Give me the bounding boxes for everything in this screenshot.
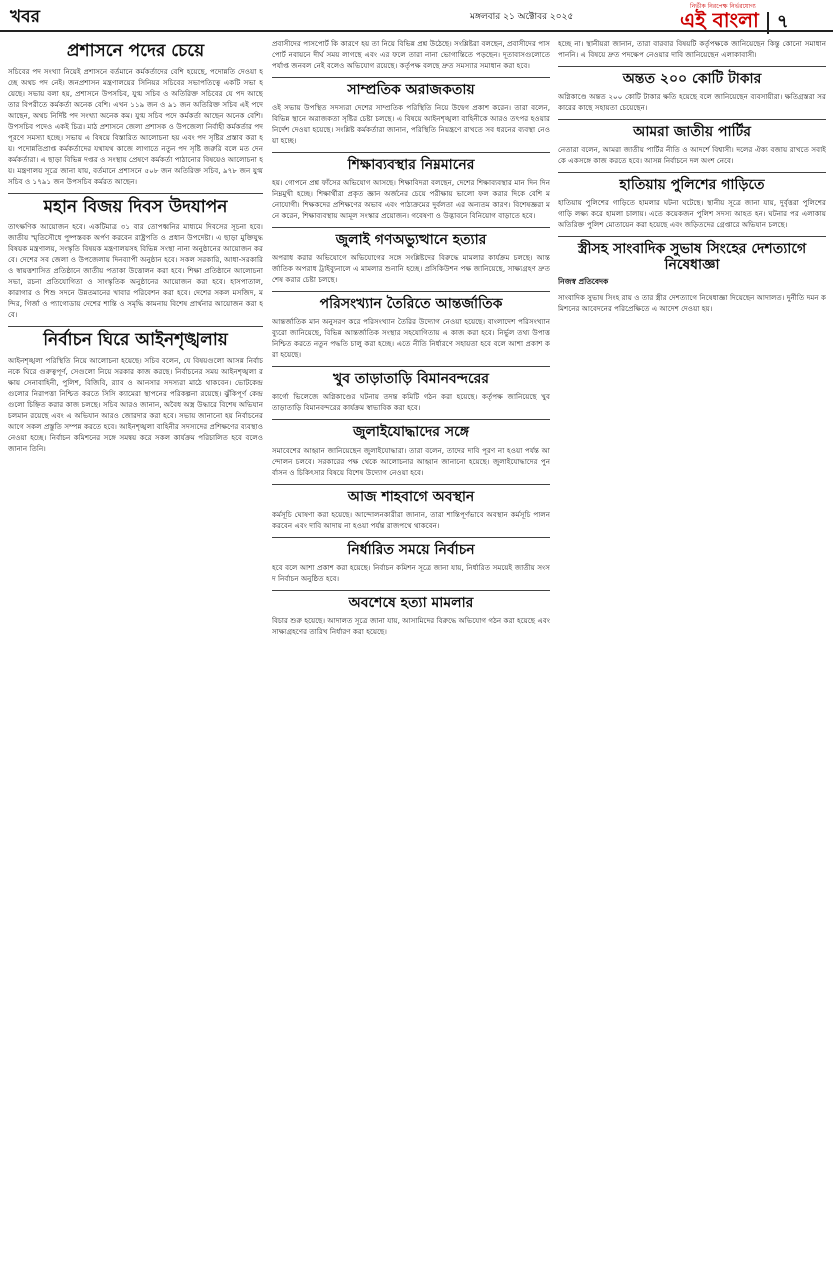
column-3 bbox=[558, 38, 826, 1276]
article-byline: নিজস্ব প্রতিবেদক bbox=[558, 277, 609, 287]
article-title: হাতিয়ায় পুলিশের গাড়িতে bbox=[619, 177, 765, 194]
article-title: পরিসংখ্যান তৈরিতে আন্তর্জাতিক bbox=[319, 296, 503, 313]
article-continued bbox=[558, 38, 826, 60]
masthead-logo: এই বাংলা bbox=[680, 8, 759, 32]
article-title: শিক্ষাব্যবস্থার নিম্নমানের bbox=[347, 157, 475, 174]
article-200-crore bbox=[558, 66, 826, 113]
masthead-tagline: নির্ভীক নিরপেক্ষ নির্ভরযোগ্য bbox=[690, 3, 756, 10]
article-title: অন্তত ২০০ কোটি টাকার bbox=[622, 71, 762, 87]
masthead-divider bbox=[767, 12, 769, 34]
article-statistics bbox=[272, 291, 550, 360]
column-1 bbox=[8, 38, 263, 1276]
article-title: স্ত্রীসহ সাংবাদিক সুভাষ সিংহের দেশত্যাগে নিষেধাজ্ঞা bbox=[577, 241, 807, 274]
article-body: সাংবাদিক সুভাষ সিংহ রায় ও তার স্ত্রীর দেশত্যাগে নিষেধাজ্ঞা দিয়েছেন আদালত। দুর্নীতি দমন কমিশনের আবেদনের পরিপ্রেক্ষিতে এ আদেশ দেওয়া হয়। bbox=[558, 293, 826, 314]
masthead bbox=[680, 2, 789, 39]
article-title: আমরা জাতীয় পার্টির bbox=[633, 124, 751, 141]
page-header bbox=[0, 0, 833, 32]
article-body: হয়। গোপনে প্রশ্ন ফাঁসের অভিযোগ আসছে। শিক্ষাবিদরা বলছেন, দেশের শিক্ষাব্যবস্থার মান দিন দিন নিম্নমুখী হচ্ছে। শিক্ষার্থীরা প্রকৃত জ্ঞান অর্জনের চেয়ে পরীক্ষায় ভালো ফল করার দিকে বেশি মনোযোগী। শিক্ষকদের প্রশিক্ষণের অভাব এবং পাঠ্যক্রমের দুর্বলতা এর অন্যতম কারণ। বিশেষজ্ঞরা মনে করেন, শিক্ষাব্যবস্থায় আমূল সংস্কার প্রয়োজন। গবেষণা ও উদ্ভাবনে বিনিয়োগ বাড়াতে হবে। bbox=[272, 178, 550, 221]
article-body: সচিবের পদ সংখ্যা নিয়েই প্রশাসনে বর্তমানে কর্মকর্তাদের বেশি হয়েছে, পদোন্নতি দেওয়া হচ্ছে অথচ পদ নেই। জনপ্রশাসন মন্ত্রণালয়ের সিনিয়র সচিবের সভাপতিত্বে একটি সভা হয়েছে। সভায় বলা হয়, প্রশাসনে উপসচিব, যুগ্ম সচিব ও অতিরিক্ত সচিবের যে পদ আছে তার বিপরীতে কর্মকর্তা অনেক বেশি। এখন ১১৯ জন ও ৯১ জন অতিরিক্ত সচিব এই পদে আছেন, অথচ নির্দিষ্ট পদ সংখ্যা অনেক কম। যুগ্ম সচিব পদে কর্মকর্তা আছেন অনেক বেশি। উপসচিব পদেও একই চিত্র। মাঠ প্রশাসনে জেলা প্রশাসক ও উপজেলা নির্বাহী কর্মকর্তার পদ পূরণে সমস্যা হচ্ছে। সভায় এ বিষয়ে বিস্তারিত আলোচনা হয় এবং পদ সৃষ্টির প্রস্তাব করা হয়। পদোন্নতিপ্রাপ্ত কর্মকর্তাদের যথাযথ কাজে লাগাতে নতুন পদ সৃষ্টি জরুরি বলে মত দেন কর্মকর্তারা। এ ছাড়া বিভিন্ন দপ্তর ও সংস্থায় প্রেষণে কর্মকর্তা পাঠানোর বিষয়েও আলোচনা হয়। মন্ত্রণালয় সূত্রে জানা যায়, বর্তমানে প্রশাসনে ৫০৮ জন অতিরিক্ত সচিব, ৯৭৮ জন যুগ্ম সচিব ও ১৭৯১ জন উপসচিব কর্মরত আছেন। bbox=[8, 66, 263, 186]
article-body: আইনশৃঙ্খলা পরিস্থিতি নিয়ে আলোচনা হয়েছে। সচিব বলেন, যে বিষয়গুলো আসন্ন নির্বাচনকে ঘিরে গুরুত্বপূর্ণ, সেগুলো নিয়ে সরকার কাজ করছে। নির্বাচনের সময় আইনশৃঙ্খলা রক্ষায় সেনাবাহিনী, পুলিশ, বিজিবি, র‍্যাব ও আনসার সদস্যরা মাঠে থাকবেন। ভোটকেন্দ্রগুলোর নিরাপত্তা নিশ্চিত করতে সিসি ক্যামেরা স্থাপনের পরিকল্পনা রয়েছে। ঝুঁকিপূর্ণ কেন্দ্রগুলো চিহ্নিত করার কাজ চলছে। সচিব আরও জানান, অবৈধ অস্ত্র উদ্ধারে বিশেষ অভিযান চলমান রয়েছে এবং এ অভিযান আরও জোরদার করা হবে। সভায় জানানো হয় নির্বাচনের আগে সকল প্রস্তুতি সম্পন্ন করতে হবে। আইনশৃঙ্খলা বাহিনীর সদস্যদের প্রশিক্ষণের ব্যবস্থাও নেওয়া হচ্ছে। নির্বাচন কমিশনের সঙ্গে সমন্বয় করে সকল কার্যক্রম পরিচালিত হবে বলেও জানান তিনি। bbox=[8, 355, 263, 453]
article-body: কর্মসূচি ঘোষণা করা হয়েছে। আন্দোলনকারীরা জানান, তারা শান্তিপূর্ণভাবে অবস্থান কর্মসূচি পালন করবেন এবং দাবি আদায় না হওয়া পর্যন্ত রাজপথে থাকবেন। bbox=[272, 509, 550, 530]
article-election-schedule bbox=[272, 537, 550, 584]
article-title: আজ শাহবাগে অবস্থান bbox=[347, 488, 475, 505]
article-body: আন্তর্জাতিক মান অনুসরণ করে পরিসংখ্যান তৈরির উদ্যোগ নেওয়া হয়েছে। বাংলাদেশ পরিসংখ্যান ব্যুরো জানিয়েছে, বিভিন্ন আন্তর্জাতিক সংস্থার সহযোগিতায় এ কাজ করা হবে। নির্ভুল তথ্য উপাত্ত নিশ্চিত করতে নতুন পদ্ধতি চালু করা হচ্ছে। এতে নীতি নির্ধারণে সহায়তা হবে বলে আশা প্রকাশ করা হয়েছে। bbox=[272, 317, 550, 360]
article-anarchy bbox=[272, 77, 550, 146]
article-body: নেতারা বলেন, আমরা জাতীয় পার্টির নীতি ও আদর্শে বিশ্বাসী। দলের ঐক্য বজায় রাখতে সবাইকে একসঙ্গে কাজ করতে হবে। আসন্ন নির্বাচনে দল অংশ নেবে। bbox=[558, 145, 826, 166]
article-title: নির্বাচন ঘিরে আইনশৃঙ্খলায় bbox=[43, 330, 228, 351]
article-body: কার্গো ভিলেজে অগ্নিকাণ্ডের ঘটনায় তদন্ত কমিটি গঠন করা হয়েছে। কর্তৃপক্ষ জানিয়েছে খুব তাড়াতাড়ি বিমানবন্দরের কার্যক্রম স্বাভাবিক করা হবে। bbox=[272, 392, 550, 413]
section-title: খবর bbox=[10, 7, 40, 27]
article-body: বিচার শুরু হয়েছে। আদালত সূত্রে জানা যায়, আসামিদের বিরুদ্ধে অভিযোগ গঠন করা হয়েছে এবং সাক্ষ্যগ্রহণের তারিখ নির্ধারণ করা হয়েছে। bbox=[272, 615, 550, 636]
article-passport bbox=[272, 38, 550, 71]
article-july-uprising bbox=[272, 227, 550, 285]
article-title: মহান বিজয় দিবস উদযাপন bbox=[43, 196, 228, 217]
article-hatiya-police bbox=[558, 172, 826, 230]
article-title: নির্ধারিত সময়ে নির্বাচন bbox=[347, 541, 475, 558]
article-title: জুলাই গণঅভ্যুত্থানে হত্যার bbox=[335, 232, 487, 249]
article-body: অপরাধ করার অভিযোগে অভিযোগের সঙ্গে সংশ্লিষ্টদের বিরুদ্ধে মামলার কার্যক্রম চলছে। আন্তর্জাতিক অপরাধ ট্রাইব্যুনালে এ মামলার শুনানি হচ্ছে। প্রসিকিউশন পক্ষ জানিয়েছে, সাক্ষ্যগ্রহণ দ্রুত শেষ করার চেষ্টা চলছে। bbox=[272, 253, 550, 285]
issue-date: মঙ্গলবার ২১ অক্টোবর ২০২৫ bbox=[470, 12, 574, 22]
article-victory-day bbox=[8, 198, 263, 321]
article-july-fighters bbox=[272, 419, 550, 477]
article-body: হাতিয়ায় পুলিশের গাড়িতে হামলার ঘটনা ঘটেছে। স্থানীয় সূত্রে জানা যায়, দুর্বৃত্তরা পুলিশের গাড়ি লক্ষ্য করে হামলা চালায়। এতে কয়েকজন পুলিশ সদস্য আহত হন। ঘটনার পর এলাকায় অতিরিক্ত পুলিশ মোতায়েন করা হয়েছে এবং জড়িতদের গ্রেপ্তারে অভিযান চলছে। bbox=[558, 198, 826, 230]
article-body: হচ্ছে না। স্থানীয়রা জানান, তারা বারবার বিষয়টি কর্তৃপক্ষকে জানিয়েছেন কিন্তু কোনো সমাধান পাননি। এ বিষয়ে দ্রুত পদক্ষেপ নেওয়ার দাবি জানিয়েছেন এলাকাবাসী। bbox=[558, 39, 826, 59]
article-title: প্রশাসনে পদের চেয়ে bbox=[66, 41, 205, 61]
article-title: অবশেষে হত্যা মামলার bbox=[348, 594, 474, 611]
article-airport bbox=[272, 366, 550, 413]
article-admin bbox=[8, 42, 263, 187]
article-body: ওই সভায় উপস্থিত সদস্যরা দেশের সাম্প্রতিক পরিস্থিতি নিয়ে উদ্বেগ প্রকাশ করেন। তারা বলেন, বিভিন্ন স্থানে অরাজকতা সৃষ্টির চেষ্টা চলছে। এ বিষয়ে আইনশৃঙ্খলা বাহিনীকে আরও তৎপর হওয়ার নির্দেশ দেওয়া হয়েছে। সংশ্লিষ্ট কর্মকর্তারা জানান, পরিস্থিতি নিয়ন্ত্রণে রাখতে সব ধরনের ব্যবস্থা নেওয়া হচ্ছে। bbox=[272, 103, 550, 146]
divider bbox=[8, 193, 263, 194]
article-journalist-travel-ban bbox=[558, 236, 826, 314]
article-body: প্রবাসীদের পাসপোর্ট কি কারণে হয় তা নিয়ে বিভিন্ন প্রশ্ন উঠেছে। সংশ্লিষ্টরা বলছেন, প্রবাসীদের পাসপোর্ট নবায়নে দীর্ঘ সময় লাগছে এবং এর ফলে তারা নানা ভোগান্তিতে পড়ছেন। দূতাবাসগুলোতে পর্যাপ্ত জনবল নেই বলেও অভিযোগ রয়েছে। কর্তৃপক্ষ বলছে দ্রুত সমস্যার সমাধান করা হবে। bbox=[272, 39, 550, 70]
article-murder-case bbox=[272, 590, 550, 637]
article-election-security bbox=[8, 331, 263, 454]
article-shahbag bbox=[272, 484, 550, 531]
article-body: হবে বলে আশা প্রকাশ করা হয়েছে। নির্বাচন কমিশন সূত্রে জানা যায়, নির্ধারিত সময়েই জাতীয় সংসদ নির্বাচন অনুষ্ঠিত হবে। bbox=[272, 562, 550, 583]
article-title: জুলাইযোদ্ধাদের সঙ্গে bbox=[352, 424, 470, 441]
article-title: সাম্প্রতিক অরাজকতায় bbox=[347, 82, 475, 98]
divider bbox=[8, 326, 263, 327]
article-education bbox=[272, 152, 550, 221]
column-2 bbox=[272, 38, 550, 1276]
article-title: খুব তাড়াতাড়ি বিমানবন্দরের bbox=[333, 371, 489, 388]
article-body: সমাবেশের আহ্বান জানিয়েছেন জুলাইযোদ্ধারা। তারা বলেন, তাদের দাবি পূরণ না হওয়া পর্যন্ত আন্দোলন চলবে। সরকারের পক্ষ থেকে আলোচনার আহ্বান জানানো হয়েছে। জুলাইযোদ্ধাদের পুনর্বাসন ও চিকিৎসার বিষয়ে বিশেষ উদ্যোগ নেওয়া হবে। bbox=[272, 445, 550, 477]
article-body: অগ্নিকাণ্ডে অন্তত ২০০ কোটি টাকার ক্ষতি হয়েছে বলে জানিয়েছেন ব্যবসায়ীরা। ক্ষতিগ্রস্তরা সরকারের কাছে সহায়তা চেয়েছেন। bbox=[558, 92, 826, 113]
article-body: তাৎক্ষণিক আয়োজন হবে। একটিমাত্র ৩১ বার তোপধ্বনির মাধ্যমে দিবসের সূচনা হবে। জাতীয় স্মৃতিসৌধে পুষ্পস্তবক অর্পণ করবেন রাষ্ট্রপতি ও প্রধান উপদেষ্টা। এ ছাড়া মুক্তিযুদ্ধ বিষয়ক মন্ত্রণালয়, সংস্কৃতি বিষয়ক মন্ত্রণালয়সহ বিভিন্ন সংস্থা নানা অনুষ্ঠানের আয়োজন করবে। দেশের সব জেলা ও উপজেলায় দিনব্যাপী অনুষ্ঠান হবে। সকল সরকারি, আধা-সরকারি ও স্বায়ত্তশাসিত প্রতিষ্ঠানে জাতীয় পতাকা উত্তোলন করা হবে। শিক্ষা প্রতিষ্ঠানে আলোচনা সভা, রচনা প্রতিযোগিতা ও সাংস্কৃতিক অনুষ্ঠানের আয়োজন করা হবে। হাসপাতাল, কারাগার ও শিশু সদনে উন্নতমানের খাবার পরিবেশন করা হবে। দেশের সকল মসজিদ, মন্দির, গির্জা ও প্যাগোডায় দেশের শান্তি ও সমৃদ্ধি কামনায় বিশেষ প্রার্থনার আয়োজন করা হবে। bbox=[8, 222, 263, 320]
page-number: ৭ bbox=[776, 11, 789, 32]
article-jatiya-party bbox=[558, 119, 826, 166]
